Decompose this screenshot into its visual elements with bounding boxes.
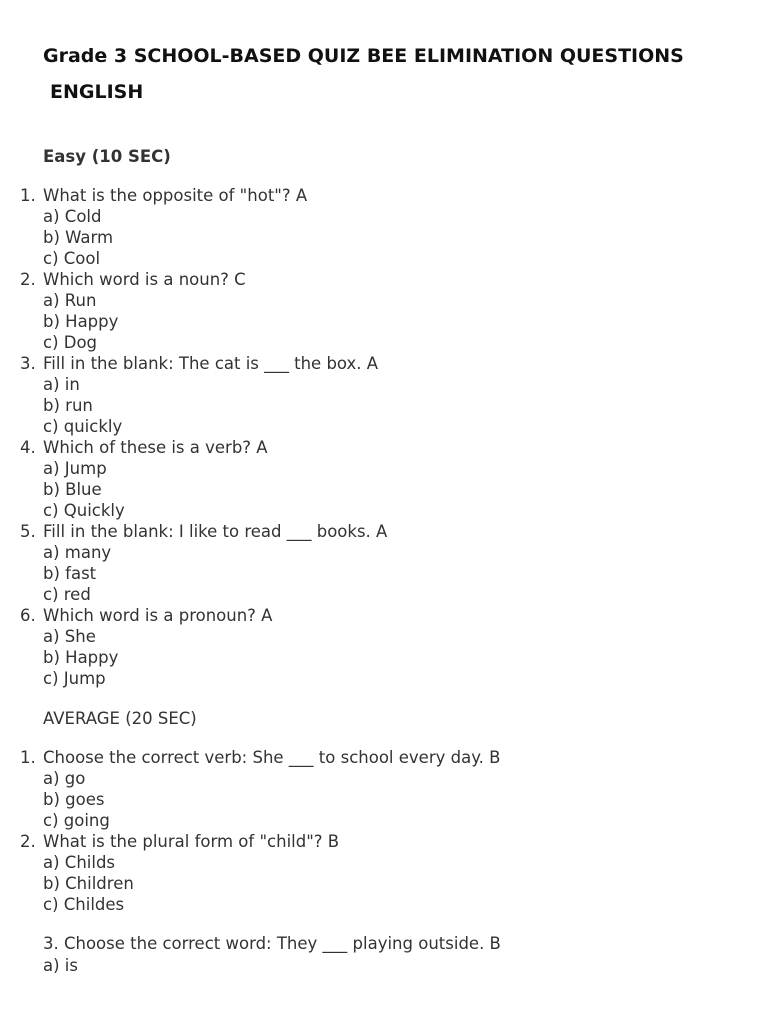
question-text: Choose the correct verb: She ___ to school every day. B bbox=[43, 748, 501, 767]
document-title: Grade 3 SCHOOL-BASED QUIZ BEE ELIMINATION QUESTIONS bbox=[43, 45, 684, 67]
question-text: Fill in the blank: I like to read ___ books. A bbox=[43, 522, 388, 541]
answer-option: c) going bbox=[43, 811, 110, 830]
answer-option: b) Children bbox=[43, 874, 134, 893]
answer-option: a) Childs bbox=[43, 853, 116, 872]
answer-option: c) red bbox=[43, 585, 91, 604]
answer-option: b) Blue bbox=[43, 480, 102, 499]
question-item bbox=[0, 353, 768, 437]
question-number: 1. bbox=[20, 186, 36, 205]
question-item bbox=[0, 521, 768, 605]
question-number: 3. bbox=[20, 354, 36, 373]
answer-option: c) quickly bbox=[43, 417, 123, 436]
question-text: What is the plural form of "child"? B bbox=[43, 832, 340, 851]
answer-option: c) Childes bbox=[43, 895, 125, 914]
question-text: Fill in the blank: The cat is ___ the box. A bbox=[43, 354, 379, 373]
question-item bbox=[0, 185, 768, 269]
subject-heading: ENGLISH bbox=[50, 81, 144, 103]
question-number: 4. bbox=[20, 438, 36, 457]
question-item bbox=[0, 269, 768, 353]
question-item bbox=[0, 747, 768, 831]
easy-section-heading: Easy (10 SEC) bbox=[43, 147, 171, 166]
question-number: 5. bbox=[20, 522, 36, 541]
answer-option: a) is bbox=[43, 956, 78, 975]
answer-option: b) Happy bbox=[43, 312, 119, 331]
average-section-heading: AVERAGE (20 SEC) bbox=[43, 709, 197, 728]
answer-option: a) Cold bbox=[43, 207, 102, 226]
question-text: Which word is a pronoun? A bbox=[43, 606, 273, 625]
question-number: 1. bbox=[20, 748, 36, 767]
question-item bbox=[0, 605, 768, 689]
question-text: Which of these is a verb? A bbox=[43, 438, 268, 457]
question-item bbox=[0, 831, 768, 915]
answer-option: c) Jump bbox=[43, 669, 106, 688]
answer-option: b) Warm bbox=[43, 228, 114, 247]
answer-option: c) Cool bbox=[43, 249, 101, 268]
question-item bbox=[0, 437, 768, 521]
answer-option: a) go bbox=[43, 769, 86, 788]
answer-option: a) She bbox=[43, 627, 96, 646]
answer-option: a) many bbox=[43, 543, 112, 562]
easy-question-list bbox=[0, 185, 768, 689]
answer-option: c) Dog bbox=[43, 333, 98, 352]
answer-option: b) run bbox=[43, 396, 93, 415]
answer-option: a) Jump bbox=[43, 459, 107, 478]
answer-option: b) Happy bbox=[43, 648, 119, 667]
question-number: 2. bbox=[20, 270, 36, 289]
answer-option: a) in bbox=[43, 375, 80, 394]
question-text: Which word is a noun? C bbox=[43, 270, 246, 289]
question-number: 2. bbox=[20, 832, 36, 851]
average-question-list bbox=[0, 747, 768, 915]
answer-option: a) Run bbox=[43, 291, 97, 310]
answer-option: b) fast bbox=[43, 564, 97, 583]
question-text: What is the opposite of "hot"? A bbox=[43, 186, 308, 205]
question-number: 6. bbox=[20, 606, 36, 625]
question-text: 3. Choose the correct word: They ___ playing outside. B bbox=[43, 934, 501, 953]
answer-option: c) Quickly bbox=[43, 501, 125, 520]
answer-option: b) goes bbox=[43, 790, 105, 809]
